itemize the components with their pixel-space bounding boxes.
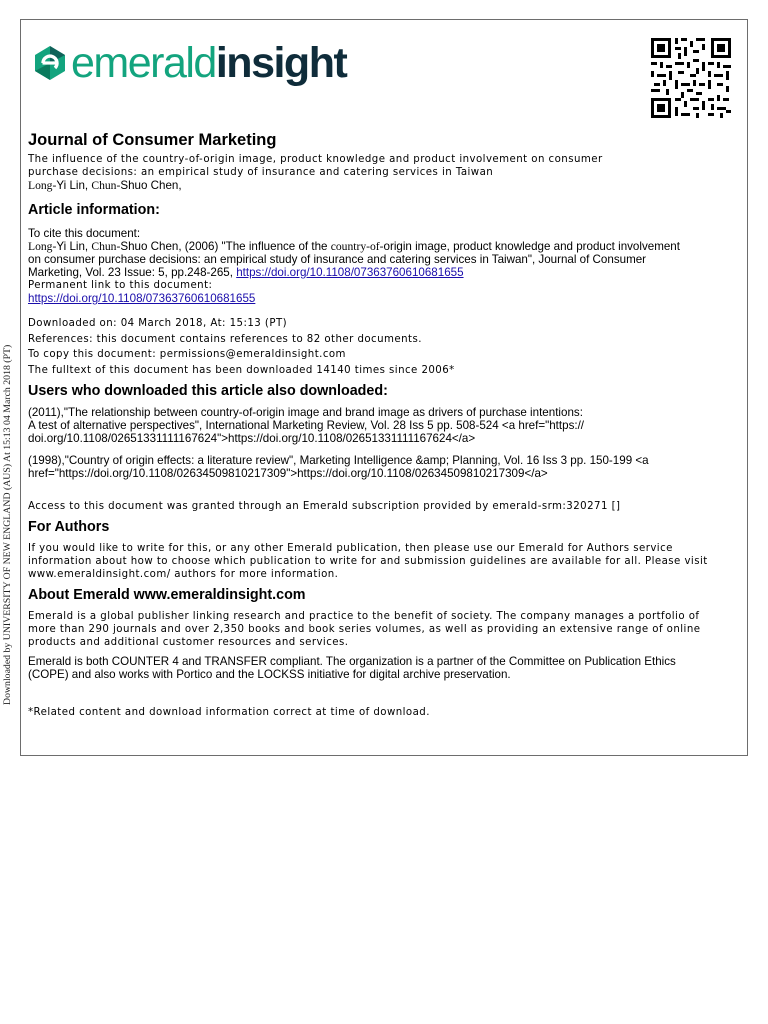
downloaded-on: Downloaded on: 04 March 2018, At: 15:13 (PT) [28,318,288,329]
for-authors-line-3: www.emeraldinsight.com/ authors for more information. [28,569,339,580]
author-part: Yi Lin, [56,179,92,192]
also-downloaded-heading: Users who downloaded this article also downloaded: [28,383,388,399]
logo-word-emerald: emerald [71,39,216,87]
related-item-2-line-2[interactable]: href="https://doi.org/10.1108/02634509810217309">https://doi.org/10.1108/02634509810217309</a> [28,467,548,480]
download-count: The fulltext of this document has been downloaded 14140 times since 2006* [28,364,455,376]
cite-part: Chun- [91,240,121,253]
copy-permissions: To copy this document: permissions@emeraldinsight.com [28,349,346,360]
cite-line-1 [28,240,740,253]
article-title-line-1: The influence of the country-of-origin image, product knowledge and product involvement on consumer [28,154,603,165]
related-item-2-line-1[interactable]: (1998),"Country of origin effects: a literature review", Marketing Intelligence &amp; Planning, Vol. 16 Iss 3 pp. 150-199 <a [28,454,649,467]
references-count: References: this document contains references to 82 other documents. [28,333,422,345]
permanent-link[interactable]: https://doi.org/10.1108/07363760610681655 [28,292,256,305]
cover-content [28,130,740,719]
emerald-logo-icon [33,45,67,81]
journal-title: Journal of Consumer Marketing [28,131,277,149]
for-authors-line-1: If you would like to write for this, or any other Emerald publication, then please use our Emerald for Authors service [28,543,673,554]
download-sidebar [0,320,14,705]
about-p2-line-2: (COPE) and also works with Portico and the LOCKSS initiative for digital archive preservation. [28,668,511,681]
cite-line-2: on consumer purchase decisions: an empirical study of insurance and catering services in Taiwan", Journal of Consumer [28,253,647,266]
cite-part: Marketing, Vol. 23 Issue: 5, pp.248-265, [28,266,237,279]
article-title-line-2: purchase decisions: an empirical study of insurance and catering services in Taiwan [28,167,494,178]
emerald-logo[interactable] [33,38,346,88]
about-p1-line-1: Emerald is a global publisher linking research and practice to the benefit of society. The company manages a portfolio of [28,611,700,622]
cite-part: country-of- [330,240,384,253]
cite-doi-link[interactable]: https://doi.org/10.1108/07363760610681655 [236,266,464,279]
cite-line-3 [28,266,740,279]
cite-part: origin image, product knowledge and product involvement [383,240,680,253]
for-authors-heading: For Authors [28,519,110,535]
author-part: Shuo Chen, [120,179,182,192]
article-authors [28,179,740,192]
access-note: Access to this document was granted through an Emerald subscription provided by emerald-srm:320271 [] [28,501,621,512]
permanent-link-label: Permanent link to this document: [28,280,213,291]
cite-label: To cite this document: [28,227,141,240]
about-p2-line-1: Emerald is both COUNTER 4 and TRANSFER compliant. The organization is a partner of the Committee on Publication Ethics [28,655,676,668]
article-info-heading: Article information: [28,202,160,218]
footnote: *Related content and download information correct at time of download. [28,707,430,718]
logo-word-insight: insight [215,39,347,87]
author-part: Long- [28,179,57,192]
cover-frame [20,19,748,756]
about-p1-line-3: products and additional customer resources and services. [28,637,349,648]
related-item-1-line-2[interactable]: A test of alternative perspectives", International Marketing Review, Vol. 28 Iss 5 pp. 508-524 <a href="https:// [28,419,585,432]
logo-wordmark [71,38,346,88]
for-authors-line-2: information about how to choose which publication to write for and submission guidelines are available for all. Please visit [28,556,708,567]
author-part: Chun- [91,179,121,192]
related-item-1-line-3[interactable]: doi.org/10.1108/02651331111167624">https://doi.org/10.1108/02651331111167624</a> [28,432,476,445]
download-stamp: Downloaded by UNIVERSITY OF NEW ENGLAND (AUS) At 15:13 04 March 2018 (PT) [2,344,13,705]
about-emerald-heading: About Emerald www.emeraldinsight.com [28,587,306,603]
about-p1-line-2: more than 290 journals and over 2,350 books and book series volumes, as well as providing an extensive range of online [28,624,701,635]
qr-code-icon[interactable] [649,36,733,120]
cite-part: Yi Lin, [56,240,92,253]
cite-part: Long- [28,240,57,253]
related-item-1-line-1[interactable]: (2011),"The relationship between country-of-origin image and brand image as drivers of purchase intentions: [28,406,583,419]
cite-part: Shuo Chen, (2006) "The influence of the [120,240,331,253]
